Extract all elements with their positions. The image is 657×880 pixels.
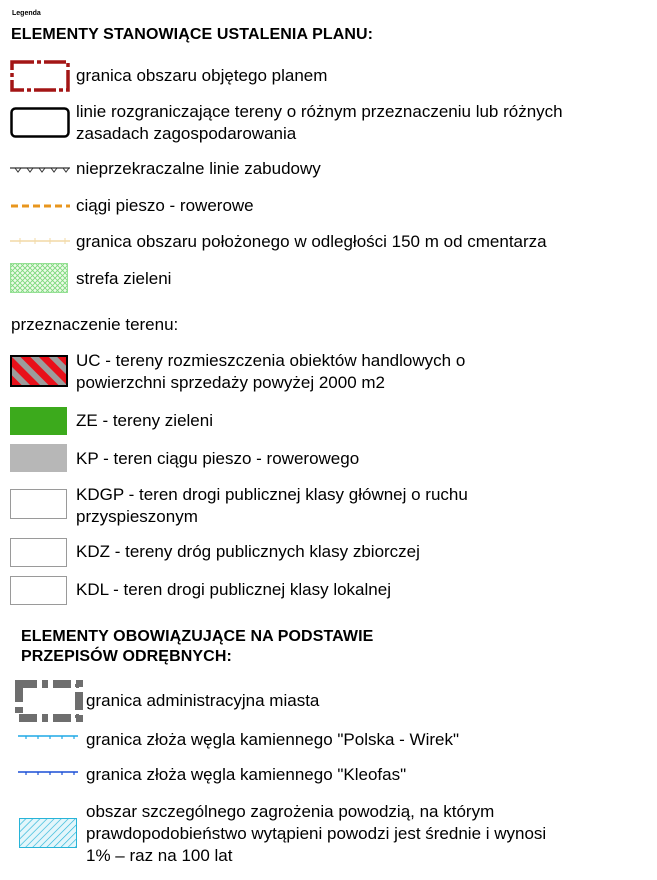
kdgp-road-symbol xyxy=(10,489,67,519)
plan-boundary-symbol xyxy=(10,60,70,92)
legend-label-deposit-kleofas: granica złoża węgla kamiennego "Kleofas" xyxy=(86,765,407,784)
demarcation-lines-symbol xyxy=(10,107,70,139)
section1-heading: ELEMENTY STANOWIĄCE USTALENIA PLANU: xyxy=(11,26,374,43)
legend-label-kdz: KDZ - tereny dróg publicznych klasy zbiorczej xyxy=(76,542,420,561)
legend-label-deposit-polska-wirek: granica złoża węgla kamiennego "Polska - Wirek" xyxy=(86,730,460,749)
legend-label-uc-line-1: UC - tereny rozmieszczenia obiektów handlowych o xyxy=(76,351,466,370)
legend-label-cemetery-zone: granica obszaru położonego w odległości 150 m od cmentarza xyxy=(76,232,547,251)
legend-label-plan-boundary: granica obszaru objętego planem xyxy=(76,66,328,85)
uc-hatch-symbol xyxy=(10,355,68,387)
kdl-road-symbol xyxy=(10,576,67,605)
deposit-kleofas-symbol xyxy=(18,769,78,777)
legend-label-demarcation-line-2: zasadach zagospodarowania xyxy=(76,124,297,143)
flood-zone-symbol xyxy=(19,818,77,848)
legend-label-kdl: KDL - teren drogi publicznej klasy lokalnej xyxy=(76,580,391,599)
legend-label-ze: ZE - tereny zieleni xyxy=(76,411,213,430)
kp-gray-symbol xyxy=(10,444,67,472)
green-zone-symbol xyxy=(10,263,68,293)
legend-label-flood-zone-line-2: prawdopodobieństwo wytąpieni powodzi jest średnie i wynosi xyxy=(86,824,547,843)
land-use-heading: przeznaczenie terenu: xyxy=(11,315,179,334)
legend-label-kp: KP - teren ciągu pieszo - rowerowego xyxy=(76,449,360,468)
ze-green-symbol xyxy=(10,407,67,435)
legend-label-kdgp-line-1: KDGP - teren drogi publicznej klasy głównej o ruchu xyxy=(76,485,468,504)
legend-label-uc-line-2: powierzchni sprzedaży powyżej 2000 m2 xyxy=(76,373,385,392)
legend-title: Legenda xyxy=(12,10,41,17)
deposit-polska-wirek-symbol xyxy=(18,733,78,741)
building-lines-symbol xyxy=(10,164,70,176)
legend-label-flood-zone-line-1: obszar szczególnego zagrożenia powodzią, na którym xyxy=(86,802,495,821)
section2-heading-line-1: ELEMENTY OBOWIĄZUJĄCE NA PODSTAWIE xyxy=(21,628,374,645)
ped-bike-route-symbol xyxy=(10,202,70,210)
legend-label-flood-zone-line-3: 1% – raz na 100 lat xyxy=(86,846,233,865)
legend-label-kdgp-line-2: przyspieszonym xyxy=(76,507,198,526)
legend-label-building-lines: nieprzekraczalne linie zabudowy xyxy=(76,159,321,178)
legend-label-city-boundary: granica administracyjna miasta xyxy=(86,691,320,710)
cemetery-zone-symbol xyxy=(10,237,70,245)
legend-label-green-zone: strefa zieleni xyxy=(76,269,172,288)
section2-heading-line-2: PRZEPISÓW ODRĘBNYCH: xyxy=(21,648,232,665)
legend-label-ped-bike-route: ciągi pieszo - rowerowe xyxy=(76,196,254,215)
kdz-road-symbol xyxy=(10,538,67,567)
legend-label-demarcation-line-1: linie rozgraniczające tereny o różnym przeznaczeniu lub różnych xyxy=(76,102,563,121)
city-boundary-symbol xyxy=(14,679,84,723)
